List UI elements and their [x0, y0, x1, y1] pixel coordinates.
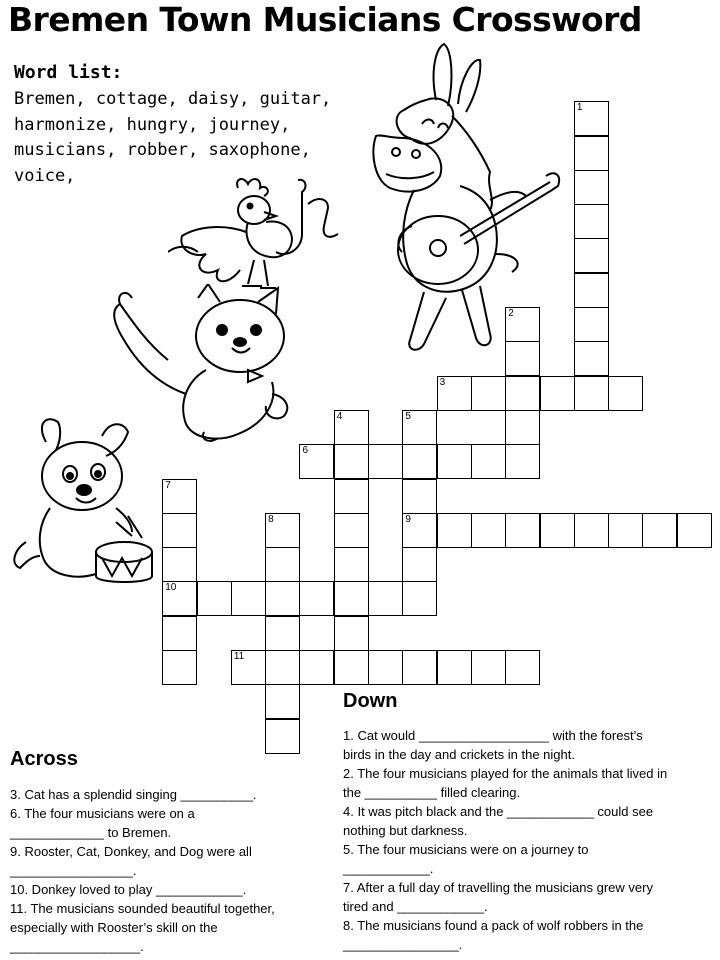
grid-cell: [505, 650, 540, 685]
grid-cell: [299, 650, 334, 685]
grid-cell: [231, 650, 266, 685]
down-clue-8: 8. The musicians found a pack of wolf robbers in the ________________.: [343, 918, 644, 952]
grid-cell: [574, 204, 609, 239]
grid-cell: [402, 581, 437, 616]
grid-cell: [162, 547, 197, 582]
grid-cell: [334, 513, 369, 548]
grid-cell: [265, 684, 300, 719]
grid-cell: [471, 513, 506, 548]
down-clue-5: 5. The four musicians were on a journey to ____________.: [343, 842, 589, 876]
clue-number: 9: [405, 513, 411, 525]
grid-cell: [197, 581, 232, 616]
grid-cell: [608, 513, 643, 548]
across-clue-6: 6. The four musicians were on a _____________ to Bremen.: [10, 806, 195, 840]
grid-cell: [471, 376, 506, 411]
grid-cell: [162, 479, 197, 514]
down-clue-7: 7. After a full day of travelling the musicians grew very tired and ____________.: [343, 880, 653, 914]
grid-cell: [437, 513, 472, 548]
word-list-heading: Word list:: [14, 62, 123, 83]
grid-cell: [437, 444, 472, 479]
page-title: Bremen Town Musicians Crossword: [8, 0, 642, 39]
grid-cell: [505, 307, 540, 342]
grid-cell: [505, 513, 540, 548]
across-clue-10: 10. Donkey loved to play ____________.: [10, 882, 247, 897]
grid-cell: [265, 547, 300, 582]
down-clue-4: 4. It was pitch black and the ____________ could see nothing but darkness.: [343, 804, 654, 838]
word-list: Bremen, cottage, daisy, guitar, harmonize, hungry, journey, musicians, robber, saxophone, voice,: [14, 89, 332, 186]
grid-cell: [574, 341, 609, 376]
grid-cell: [334, 650, 369, 685]
grid-cell: [642, 513, 677, 548]
grid-cell: [334, 479, 369, 514]
across-clue-9: 9. Rooster, Cat, Donkey, and Dog were all _________________.: [10, 844, 252, 878]
down-heading: Down: [343, 690, 398, 712]
grid-cell: [162, 581, 197, 616]
across-heading: Across: [10, 748, 78, 770]
clue-number: 8: [268, 513, 274, 525]
grid-cell: [265, 650, 300, 685]
grid-cell: [368, 581, 403, 616]
dog-drum-illustration: [6, 412, 156, 592]
grid-cell: [574, 238, 609, 273]
grid-cell: [299, 444, 334, 479]
grid-cell: [574, 273, 609, 308]
grid-cell: [162, 513, 197, 548]
down-clue-2: 2. The four musicians played for the animals that lived in the __________ filled clearing.: [343, 766, 668, 800]
grid-cell: [265, 581, 300, 616]
grid-cell: [402, 444, 437, 479]
grid-cell: [471, 444, 506, 479]
grid-cell: [608, 376, 643, 411]
clue-number: 7: [165, 479, 171, 491]
grid-cell: [265, 616, 300, 651]
grid-cell: [574, 376, 609, 411]
across-clue-3: 3. Cat has a splendid singing __________.: [10, 787, 257, 802]
grid-cell: [402, 650, 437, 685]
grid-cell: [162, 616, 197, 651]
clue-number: 6: [302, 445, 308, 457]
grid-cell: [505, 376, 540, 411]
grid-cell: [471, 650, 506, 685]
grid-cell: [368, 650, 403, 685]
down-clue-1: 1. Cat would __________________ with the forest’s birds in the day and crickets in the night.: [343, 728, 643, 762]
grid-cell: [505, 410, 540, 445]
grid-cell: [505, 341, 540, 376]
clue-number: 5: [405, 410, 411, 422]
clue-number: 2: [508, 308, 514, 320]
grid-cell: [334, 410, 369, 445]
grid-cell: [299, 581, 334, 616]
grid-cell: [574, 513, 609, 548]
grid-cell: [574, 170, 609, 205]
grid-cell: [402, 547, 437, 582]
clue-number: 3: [439, 376, 446, 388]
clue-number: 11: [233, 651, 245, 663]
grid-cell: [574, 136, 609, 171]
grid-cell: [265, 719, 300, 754]
grid-cell: [402, 479, 437, 514]
grid-cell: [334, 444, 369, 479]
grid-cell: [437, 376, 472, 411]
grid-cell: [402, 410, 437, 445]
clue-number: 4: [336, 410, 343, 422]
grid-cell: [574, 101, 609, 136]
grid-cell: [574, 307, 609, 342]
grid-cell: [540, 376, 575, 411]
grid-cell: [505, 444, 540, 479]
across-clue-11: 11. The musicians sounded beautiful together, especially with Rooster’s skill on the __________________.: [10, 901, 275, 954]
grid-cell: [402, 513, 437, 548]
grid-cell: [334, 547, 369, 582]
grid-cell: [437, 650, 472, 685]
grid-cell: [334, 581, 369, 616]
grid-cell: [162, 650, 197, 685]
grid-cell: [334, 616, 369, 651]
grid-cell: [231, 581, 266, 616]
clue-number: 1: [576, 102, 583, 114]
grid-cell: [540, 513, 575, 548]
grid-cell: [265, 513, 300, 548]
grid-cell: [677, 513, 712, 548]
grid-cell: [368, 444, 403, 479]
clue-number: 10: [165, 582, 177, 594]
